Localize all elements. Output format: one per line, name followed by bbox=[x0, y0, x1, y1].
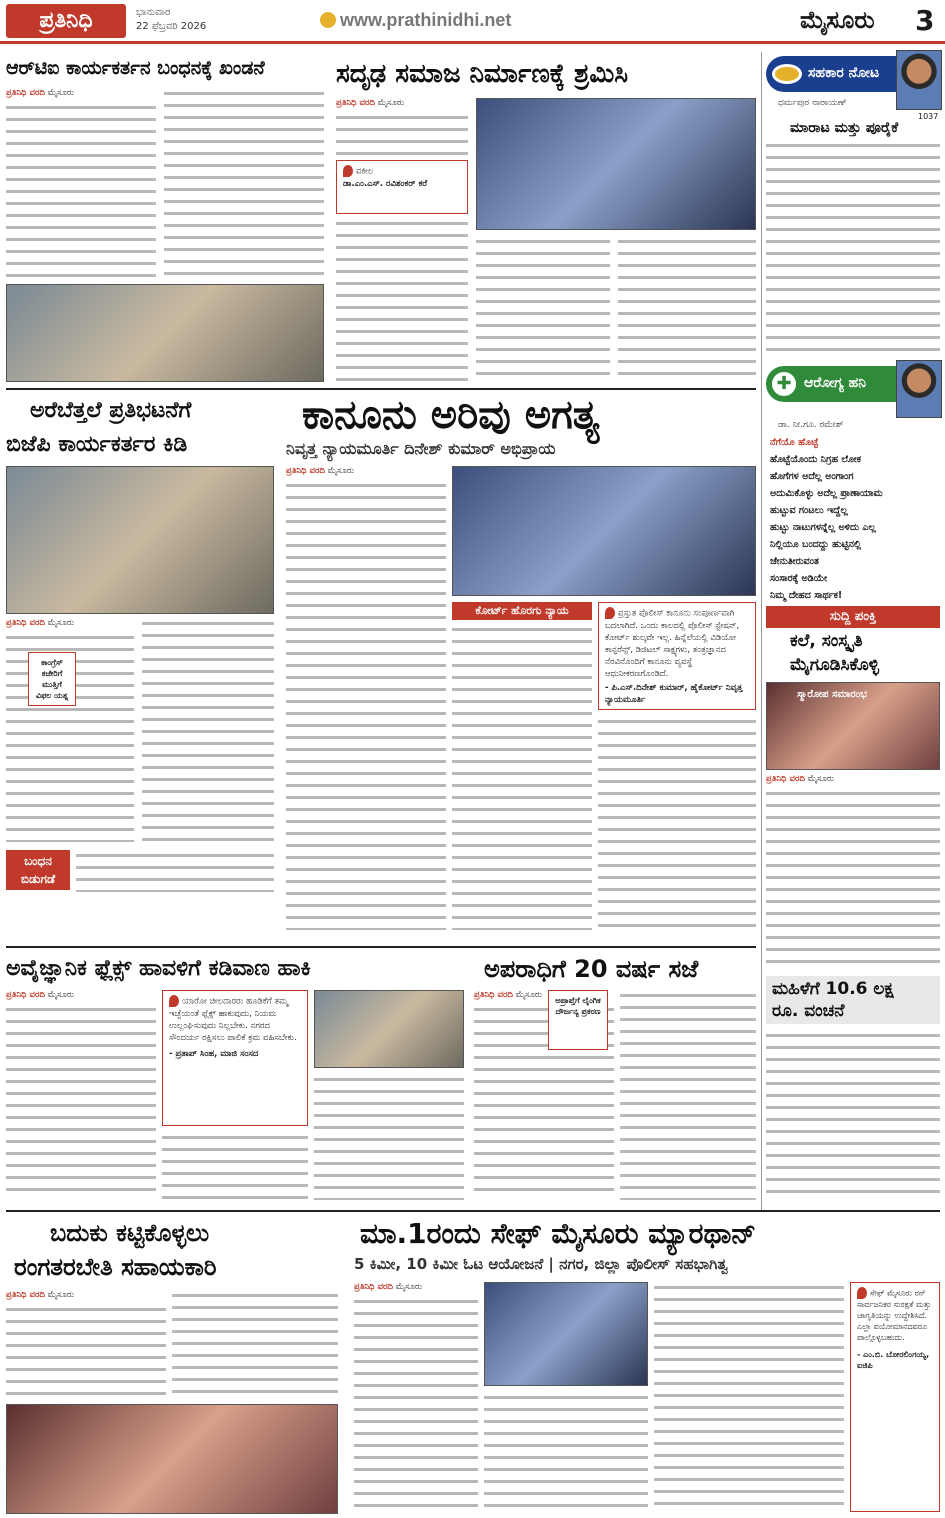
sentence-byline: ಪ್ರತಿನಿಧಿ ವರದಿ ಮೈಸೂರು bbox=[474, 990, 543, 1000]
sahakara-author: ಧರ್ಮಪುರ ನಾರಾಯಣ್ bbox=[778, 98, 847, 108]
kanoonu-body-1 bbox=[286, 480, 446, 930]
sadrudha-photo bbox=[476, 98, 756, 230]
arogya-list bbox=[770, 434, 940, 604]
marathon-body-3 bbox=[654, 1282, 844, 1512]
sentence-body-2 bbox=[620, 990, 756, 1200]
sadrudha-body-4 bbox=[618, 236, 756, 382]
suddi-photo bbox=[766, 682, 940, 770]
website-url[interactable]: www.prathinidhi.net bbox=[340, 10, 512, 30]
flex-headline: ಅವೈಜ್ಞಾನಿಕ ಫ್ಲೆಕ್ಸ್ ಹಾವಳಿಗೆ ಕಡಿವಾಣ ಹಾಕಿ bbox=[6, 956, 311, 981]
list-item: ಅದುಮಿಕೊಳ್ಳು ಅದೆಲ್ಲ ಪ್ರಾಣಾಯಾಮ bbox=[770, 488, 883, 499]
arogya-author: ಡಾ. ನೀ.ಗೂ. ರಮೇಶ್ bbox=[778, 420, 844, 430]
section-rule bbox=[6, 388, 756, 390]
kanoonu-byline: ಪ್ರತಿನಿಧಿ ವರದಿ ಮೈಸೂರು bbox=[286, 466, 355, 476]
sadrudha-quote: ವಕೀಲ ಡಾ.ಎಂ.ಎಸ್. ರವಿಶಂಕರ್ ಕರೆ bbox=[336, 160, 468, 214]
rti-photo bbox=[6, 284, 324, 382]
list-item: ನಿಮ್ಮ ದೇಹದ ಸಾರ್ಥಕ! bbox=[770, 590, 843, 601]
sadrudha-byline: ಪ್ರತಿನಿಧಿ ವರದಿ ಮೈಸೂರು bbox=[336, 98, 405, 108]
list-item: ನಿಲ್ಲಿಯೂ ಬಂದದ್ದು ಹುಟ್ಟಿನಲ್ಲಿ bbox=[770, 539, 862, 550]
suddi-body bbox=[766, 788, 940, 970]
protest-side-tag: ಕಾಂಗ್ರೆಸ್ ಕಚೇರಿಗೆ ಮುತ್ತಿಗೆ ವಿಫಲ ಯತ್ನ bbox=[28, 652, 76, 706]
list-item: ಸಂಸಾರಕ್ಕೆ ಅಡಿಯೇ bbox=[770, 573, 828, 584]
flex-body-3 bbox=[314, 1074, 464, 1200]
flex-body-2 bbox=[162, 1132, 308, 1200]
protest-body-2 bbox=[142, 618, 274, 842]
list-item: ಹುಟ್ಟು ನಾಟುಗಳನ್ನೆಲ್ಲ ಅಳಿದು ಎಲ್ಲ bbox=[770, 522, 876, 533]
gold-headline-2: ರೂ. ವಂಚನೆ bbox=[772, 1001, 845, 1021]
kanoonu-subhead: ನಿವೃತ್ತ ನ್ಯಾಯಮೂರ್ತಿ ದಿನೇಶ್ ಕುಮಾರ್ ಅಭಿಪ್ರಾಯ bbox=[286, 439, 556, 458]
list-item: ಹುಟ್ಟುವ ಗಂಟಲು ಇದ್ದೆಲ್ಲ bbox=[770, 505, 848, 516]
list-item: ಹೊಗೆಗಳ ಅದೆಲ್ಲ ಅಂಗಾಂಗ bbox=[770, 471, 854, 482]
kanoonu-quote-author: - ಪಿ.ಎಸ್.ದಿನೇಶ್ ಕುಮಾರ್, ಹೈಕೋರ್ಟ್ ನಿವೃತ್ತ ನ್ಯಾಯಮೂರ್ತಿ bbox=[605, 682, 743, 705]
masthead bbox=[0, 0, 945, 44]
quote-drop-icon bbox=[169, 995, 179, 1007]
marathon-subhead: 5 ಕಿಮೀ, 10 ಕಿಮೀ ಓಟ ಆಯೋಜನೆ | ನಗರ, ಜಿಲ್ಲಾ ಪೊಲೀಸ್ ಸಹಭಾಗಿತ್ವ bbox=[354, 1255, 728, 1273]
health-plus-icon: ✚ bbox=[772, 372, 796, 396]
sahakara-subhead: ಮಾರಾಟ ಮತ್ತು ಪೂರೈಕೆ bbox=[790, 120, 899, 136]
flex-quote-author: - ಪ್ರತಾಪ್ ಸಿಂಹ, ಮಾಜಿ ಸಂಸದ bbox=[169, 1048, 259, 1059]
quote-drop-icon bbox=[857, 1287, 867, 1299]
sadrudha-headline: ಸದೃಢ ಸಮಾಜ ನಿರ್ಮಾಣಕ್ಕೆ ಶ್ರಮಿಸಿ bbox=[336, 59, 629, 89]
marathon-quote-author: - ಎಂ.ಬಿ. ಬೋರಲಿಂಗಯ್ಯ, ಐಜಿಪಿ bbox=[857, 1350, 930, 1370]
list-item: ಹೊಟ್ಟೆಯೊಂದು ನಿಗ್ರಹ ಲೋಕ bbox=[770, 454, 861, 465]
protest-headline-2: ಬಿಜೆಪಿ ಕಾರ್ಯಕರ್ತರ ಕಿಡಿ bbox=[6, 432, 188, 457]
sadrudha-quote-author: ಡಾ.ಎಂ.ಎಸ್. ರವಿಶಂಕರ್ ಕರೆ bbox=[343, 178, 428, 189]
rti-headline: ಆರ್‌ಟಿಐ ಕಾರ್ಯಕರ್ತನ ಬಂಧನಕ್ಕೆ ಖಂಡನೆ bbox=[6, 57, 265, 79]
sadrudha-body-2 bbox=[336, 218, 468, 382]
suddi-byline: ಪ್ರತಿನಿಧಿ ವರದಿ ಮೈಸೂರು bbox=[766, 774, 835, 784]
flex-byline: ಪ್ರತಿನಿಧಿ ವರದಿ ಮೈಸೂರು bbox=[6, 990, 75, 1000]
theatre-body-1 bbox=[6, 1304, 166, 1400]
suddi-headline-2: ಮೈಗೂಡಿಸಿಕೊಳ್ಳಿ bbox=[790, 655, 879, 675]
kanoonu-headline: ಕಾನೂನು ಅರಿವು ಅಗತ್ಯ bbox=[302, 392, 600, 438]
sentence-headline: ಅಪರಾಧಿಗೆ 20 ವರ್ಷ ಸಜೆ bbox=[484, 955, 699, 983]
theatre-body-2 bbox=[172, 1290, 338, 1400]
protest-headline-1: ಅರೆಬೆತ್ತಲೆ ಪ್ರತಿಭಟನೆಗೆ bbox=[30, 398, 192, 423]
sahakara-author-photo bbox=[896, 50, 942, 110]
rti-body-col-1 bbox=[6, 102, 156, 278]
protest-byline: ಪ್ರತಿನಿಧಿ ವರದಿ ಮೈಸೂರು bbox=[6, 618, 75, 628]
issue-date bbox=[136, 6, 206, 34]
kanoonu-photo bbox=[452, 466, 756, 596]
arogya-author-photo bbox=[896, 360, 942, 418]
sahakara-title-bar: ಸಹಕಾರ ನೋಟ bbox=[766, 56, 896, 92]
theatre-photo bbox=[6, 1404, 338, 1514]
release-body bbox=[76, 850, 274, 892]
newspaper-logo: ಪ್ರತಿನಿಧಿ bbox=[6, 4, 126, 38]
kanoonu-body-2 bbox=[452, 624, 592, 930]
sentence-side-tag: ಅಪ್ರಾಪ್ತೆಗೆ ಲೈಂಗಿಕ ದೌರ್ಜನ್ಯ ಪ್ರಕರಣ bbox=[548, 990, 608, 1050]
sadrudha-body-1 bbox=[336, 112, 468, 156]
marathon-body-1 bbox=[354, 1296, 478, 1512]
eye-icon bbox=[772, 64, 802, 84]
flex-body-1 bbox=[6, 1004, 156, 1200]
theatre-headline-1: ಬದುಕು ಕಟ್ಟಿಕೊಳ್ಳಲು bbox=[50, 1219, 210, 1247]
protest-photo bbox=[6, 466, 274, 614]
suddi-title: ಸುದ್ದಿ ಪಂಕ್ತಿ bbox=[766, 606, 940, 628]
issue-day: ಭಾನುವಾರ bbox=[136, 7, 171, 18]
quote-drop-icon bbox=[605, 607, 615, 619]
theatre-byline: ಪ್ರತಿನಿಧಿ ವರದಿ ಮೈಸೂರು bbox=[6, 1290, 75, 1300]
quote-drop-icon bbox=[343, 165, 353, 177]
edition-city: ಮೈಸೂರು bbox=[800, 6, 875, 34]
section-rule bbox=[6, 946, 756, 948]
list-item: ಜೇನುತೀರುವಂತ bbox=[770, 556, 819, 567]
release-tag: ಬಂಧನ ಬಿಡುಗಡೆ bbox=[6, 850, 70, 890]
arogya-title-bar: ✚ ಆರೋಗ್ಯ ಹನಿ bbox=[766, 366, 896, 402]
sahakara-number: 1037 bbox=[918, 112, 939, 121]
sahakara-body bbox=[766, 140, 940, 358]
court-tag: ಕೋರ್ಟ್ ಹೊರಗು ನ್ಯಾಯ bbox=[452, 602, 592, 620]
theatre-headline-2: ರಂಗತರಬೇತಿ ಸಹಾಯಕಾರಿ bbox=[14, 1253, 217, 1281]
issue-date-text: 22 ಫೆಬ್ರವರಿ 2026 bbox=[136, 21, 207, 32]
page-number: 3 bbox=[915, 4, 935, 37]
marathon-body-2 bbox=[484, 1392, 648, 1512]
flex-photo bbox=[314, 990, 464, 1068]
list-item: ನೆಗೆಯೊ ಹೊಟ್ಟೆ bbox=[770, 437, 819, 448]
section-rule bbox=[6, 1210, 940, 1212]
gold-headline-1: ಮಹಿಳೆಗೆ 10.6 ಲಕ್ಷ bbox=[772, 979, 894, 999]
marathon-byline: ಪ್ರತಿನಿಧಿ ವರದಿ ಮೈಸೂರು bbox=[354, 1282, 423, 1292]
suddi-photo-banner: ಸ್ಮಾರೋಪ ಸಮಾರಂಭ bbox=[797, 689, 867, 700]
marathon-headline: ಮಾ.1ರಂದು ಸೇಫ್ ಮೈಸೂರು ಮ್ಯಾರಥಾನ್ bbox=[360, 1217, 757, 1250]
kanoonu-quote: ಪ್ರಸ್ತುತ ಪೊಲೀಸ್ ಕಾನೂನು ಸಂಪೂರ್ಣವಾಗಿ ಬದಲಾಗಿದೆ. ಒಂದು ಕಾಲದಲ್ಲಿ ಪೊಲೀಸ್ ಸ್ಟೇಷನ್, ಕೋರ್ಟ್ ಶುಲ್ಕವೇ ಇಲ್ಲ. ಹಿನ್ನೆಲೆಯಲ್ಲಿ ವಿಡಿಯೋ ಕಾನ್ಫರೆನ್ಸ್, ಡಿಜಿಟಲ್ ಸಾಕ್ಷ್ಯಗಳು, ತಂತ್ರಜ್ಞಾನದ ನೆರವಿನೊಂದಿಗೆ ಕಾನೂನು ವ್ಯವಸ್ಥೆ ಆಧುನೀಕರಣಗೊಂಡಿದೆ. - ಪಿ.ಎಸ್.ದಿನೇಶ್ ಕುಮಾರ್, ಹೈಕೋರ್ಟ್ ನಿವೃತ್ತ ನ್ಯಾಯಮೂರ್ತಿ bbox=[598, 602, 756, 710]
kanoonu-body-3 bbox=[598, 716, 756, 930]
marathon-quote: ಸೇಫ್ ಮೈಸೂರು ರನ್ ಸಾರ್ವಜನಿಕರ ಸುರಕ್ಷತೆ ಮತ್ತು ಜಾಗೃತಿಯನ್ನು ಉದ್ದೇಶಿಸಿದೆ. ಎಲ್ಲಾ ವಯೋಮಾನದವರೂ ಪಾಲ್ಗೊಳ್ಳಬಹುದು. - ಎಂ.ಬಿ. ಬೋರಲಿಂಗಯ್ಯ, ಐಜಿಪಿ bbox=[850, 1282, 940, 1512]
sun-icon bbox=[320, 12, 336, 28]
gold-body bbox=[766, 1030, 940, 1200]
rti-body-col-2 bbox=[164, 88, 324, 278]
flex-quote: ಯಾರೋ ಚೀಲದಾರರು ಹೂಡಿಕೆಗೆ ತಮ್ಮ ಇಚ್ಛೆಯಂತೆ ಫ್ಲೆಕ್ಸ್ ಹಾಕುವುದು, ನಿಯಮ ಉಲ್ಲಂಘಿಸುವುದು ನಿಲ್ಲಬೇಕು. ನಗರದ ಸೌಂದರ್ಯ ರಕ್ಷಿಸಲು ಪಾಲಿಕೆ ಕ್ರಮ ವಹಿಸಬೇಕು. - ಪ್ರತಾಪ್ ಸಿಂಹ, ಮಾಜಿ ಸಂಸದ bbox=[162, 990, 308, 1126]
sadrudha-body-3 bbox=[476, 236, 610, 382]
column-divider bbox=[761, 52, 762, 1212]
suddi-headline-1: ಕಲೆ, ಸಂಸ್ಕೃತಿ bbox=[790, 631, 863, 651]
rti-byline: ಪ್ರತಿನಿಧಿ ವರದಿ ಮೈಸೂರು bbox=[6, 88, 75, 98]
marathon-photo bbox=[484, 1282, 648, 1386]
